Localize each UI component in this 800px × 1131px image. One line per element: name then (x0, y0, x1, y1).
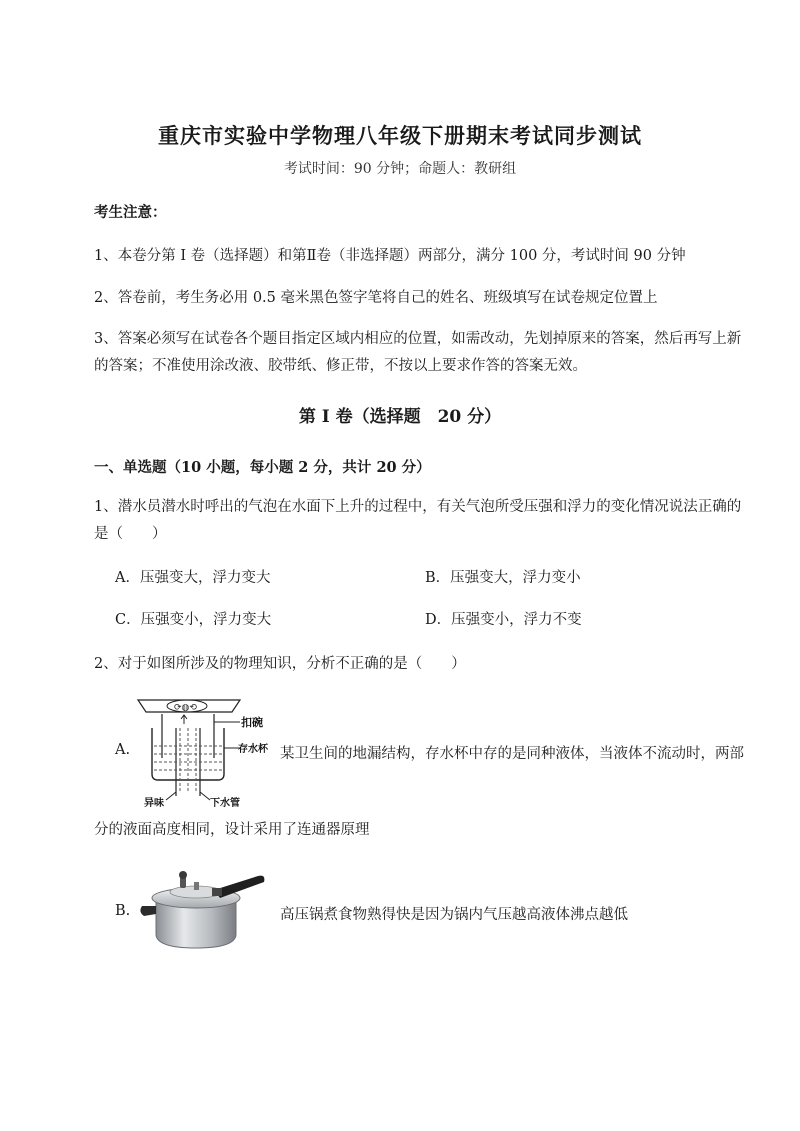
question-1-option-d[interactable]: D．压强变小，浮力不变 (425, 612, 582, 628)
notice-item-2: 2、答卷前，考生务必用 0.5 毫米黑色签字笔将自己的姓名、班级填写在试卷规定位置上 (94, 290, 658, 306)
floor-drain-figure (130, 688, 280, 810)
notice-item-1: 1、本卷分第 I 卷（选择题）和第Ⅱ卷（非选择题）两部分，满分 100 分，考试时间 90 分钟 (94, 248, 686, 264)
notice-heading: 考生注意： (94, 204, 167, 221)
label-bowl: 扣碗 (241, 716, 263, 729)
label-odor: 异味 (144, 798, 164, 809)
question-2-option-a-label[interactable]: A. (115, 742, 131, 758)
question-1-option-b[interactable]: B．压强变大，浮力变小 (425, 570, 581, 586)
question-2-option-a-text[interactable]: 某卫生间的地漏结构，存水杯中存的是同种液体，当液体不流动时，两部 (280, 746, 744, 762)
question-2-option-b-text[interactable]: 高压锅煮食物熟得快是因为锅内气压越高液体沸点越低 (280, 907, 628, 923)
label-pipe: 下水管 (210, 798, 240, 809)
question-2-option-a-text-cont: 分的液面高度相同，设计采用了连通器原理 (94, 822, 370, 838)
notice-item-3: 3、答案必须写在试卷各个题目指定区域内相应的位置，如需改动，先划掉原来的答案，然后再写上新的答案；不准使用涂改液、胶带纸、修正带，不按以上要求作答的答案无效。 (94, 331, 742, 374)
part-heading: 一、单选题（10 小题，每小题 2 分，共计 20 分） (94, 459, 431, 476)
svg-text:⟳◍⟲: ⟳◍⟲ (174, 703, 197, 713)
pressure-cooker-image (136, 862, 268, 952)
label-cup: 存水杯 (238, 744, 268, 755)
question-2-option-b-label[interactable]: B. (115, 903, 131, 919)
section-title: 第 I 卷（选择题 20 分） (298, 407, 502, 427)
question-2-stem: 2、对于如图所涉及的物理知识，分析不正确的是（ ） (94, 656, 466, 672)
exam-info: 考试时间：90 分钟；命题人：教研组 (283, 161, 517, 177)
question-1-option-a[interactable]: A．压强变大，浮力变大 (115, 570, 271, 586)
question-1-stem: 1、潜水员潜水时呼出的气泡在水面下上升的过程中，有关气泡所受压强和浮力的变化情况说法正确的是（ ） (94, 499, 742, 542)
page-title: 重庆市实验中学物理八年级下册期末考试同步测试 (158, 123, 642, 148)
question-1-option-c[interactable]: C．压强变小，浮力变大 (115, 612, 272, 628)
